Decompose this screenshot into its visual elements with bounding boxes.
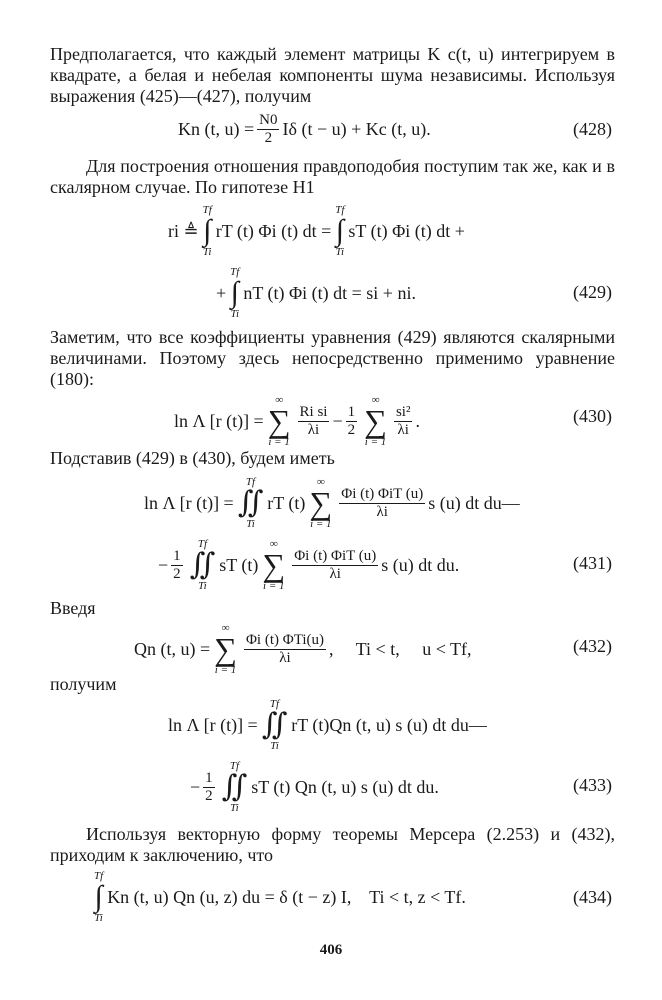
eq430-frac-1: $\frac{\text{Ri si}}{\lambda i}$ <box>299 403 328 438</box>
equation-430 <box>40 392 622 448</box>
eq431-number: (431) <box>573 553 612 573</box>
eq434-number: (434) <box>573 887 612 907</box>
eq433b-minus: − <box>190 776 201 797</box>
eq431b-frac-half: $\frac{1}{2}$ <box>173 547 181 582</box>
eq434-term: Kn (t, u) Qn (u, z) du = δ (t − z) I, Ti < t, z < Tf. <box>107 886 466 907</box>
equation-431-line1 <box>40 474 622 532</box>
eq428-number: (428) <box>573 118 612 139</box>
equation-433-line2 <box>40 758 622 816</box>
eq430-lhs: ln Λ [r (t)] = <box>174 410 264 431</box>
eq431b-double-integral: Tf ∬ Ti <box>189 538 216 592</box>
eq432-sum: ∞ ∑ i = 1 <box>214 622 237 676</box>
eq431b-term-2: s (u) dt du. <box>381 554 460 575</box>
eq429b-integral: Tf ∫ Ti <box>230 266 240 320</box>
eq433b-double-integral: Tf ∬ Ti <box>221 760 248 814</box>
eq430-minus: − <box>332 410 343 431</box>
eq433b-frac-half: $\frac{1}{2}$ <box>205 769 213 804</box>
eq429-term-1: rT (t) Φi (t) dt = <box>215 220 332 241</box>
equation-432 <box>40 622 622 676</box>
eq433-double-integral: Tf ∬ Ti <box>261 698 288 752</box>
eq431-term-2: s (u) dt du— <box>428 492 520 513</box>
eq429-term-2: sT (t) Φi (t) dt + <box>348 220 465 241</box>
equation-431-line2 <box>40 536 622 594</box>
paragraph-introducing: Введя <box>50 598 96 618</box>
eq431-double-integral: Tf ∬ Ti <box>237 476 264 530</box>
eq430-frac-2: $\frac{\text{si²}}{\lambda i}$ <box>395 403 411 438</box>
eq429-number: (429) <box>573 282 612 302</box>
paragraph-mercer: Используя векторную форму теоремы Мерсера (2.253) и (432), приходим к заключению, что <box>50 824 615 865</box>
eq431-frac: $\frac{\text{Φi (t) ΦiT (u)}}{\lambda i}$ <box>341 485 424 520</box>
equation-434 <box>40 868 622 926</box>
eq432-number: (432) <box>573 636 612 656</box>
eq429b-plus: + <box>216 282 227 303</box>
eq429-lhs: ri ≜ <box>168 220 199 241</box>
eq430-number: (430) <box>573 406 612 426</box>
eq433-number: (433) <box>573 775 612 795</box>
equation-429-line2 <box>40 262 622 318</box>
eq428-rhs: Iδ (t − u) + Kc (t, u). <box>282 118 431 139</box>
equation-429-line1 <box>40 200 622 256</box>
eq428-fraction <box>257 112 279 147</box>
eq432-frac: $\frac{\text{Φi (t) ΦTi(u)}}{\lambda i}$ <box>245 631 324 666</box>
eq431b-minus: − <box>158 554 169 575</box>
eq431b-term-1: sT (t) <box>219 554 259 575</box>
eq433-term: rT (t)Qn (t, u) s (u) dt du— <box>291 714 487 735</box>
eq428-frac-num: N0 <box>259 111 278 128</box>
eq429b-term: nT (t) Φi (t) dt = si + ni. <box>243 282 416 303</box>
eq430-end: . <box>415 410 420 431</box>
paragraph-substitution: Подставив (429) в (430), будем иметь <box>50 448 335 468</box>
eq431b-frac: $\frac{\text{Φi (t) ΦiT (u)}}{\lambda i}$ <box>294 547 377 582</box>
eq430-sum-1: ∞ ∑ i = 1 <box>267 394 291 448</box>
paragraph-likelihood: Для построения отношения правдоподобия поступим так же, как и в скалярном случае. По гипотезе H1 <box>50 156 615 197</box>
page-number: 406 <box>319 942 343 958</box>
equation-433-line1 <box>40 696 622 754</box>
eq429-integral-2: Tf ∫ Ti <box>335 204 345 258</box>
eq431-sum: ∞ ∑ i = 1 <box>309 476 333 530</box>
eq428-frac-den: 2 <box>264 129 273 146</box>
eq429-integral-1: Tf ∫ Ti <box>202 204 212 258</box>
paragraph-scalar: Заметим, что все коэффициенты уравнения (429) являются скалярными величинами. Поэтому здесь непосредственно применимо уравнение (180): <box>50 327 615 389</box>
eq432-conditions: , Ti < t, u < Tf, <box>329 638 472 659</box>
eq431-lhs: ln Λ [r (t)] = <box>144 492 234 513</box>
eq433-lhs: ln Λ [r (t)] = <box>168 714 258 735</box>
eq428-lhs: Kn (t, u) = <box>178 118 255 139</box>
eq431b-sum: ∞ ∑ i = 1 <box>262 538 286 592</box>
eq432-lhs: Qn (t, u) = <box>134 638 211 659</box>
eq433b-term: sT (t) Qn (t, u) s (u) dt du. <box>251 776 439 797</box>
eq430-frac-half: $\frac{1}{2}$ <box>347 403 356 438</box>
eq430-sum-2: ∞ ∑ i = 1 <box>364 394 387 448</box>
equation-428 <box>40 112 622 146</box>
eq434-integral: Tf ∫ Ti <box>94 870 104 924</box>
paragraph-obtain: получим <box>50 674 117 694</box>
paragraph-intro: Предполагается, что каждый элемент матрицы K c(t, u) интегрируем в квадрате, а белая и небелая компоненты шума независимы. Используя выражения (425)—(427), получим <box>50 44 615 106</box>
eq431-term-1: rT (t) <box>267 492 306 513</box>
